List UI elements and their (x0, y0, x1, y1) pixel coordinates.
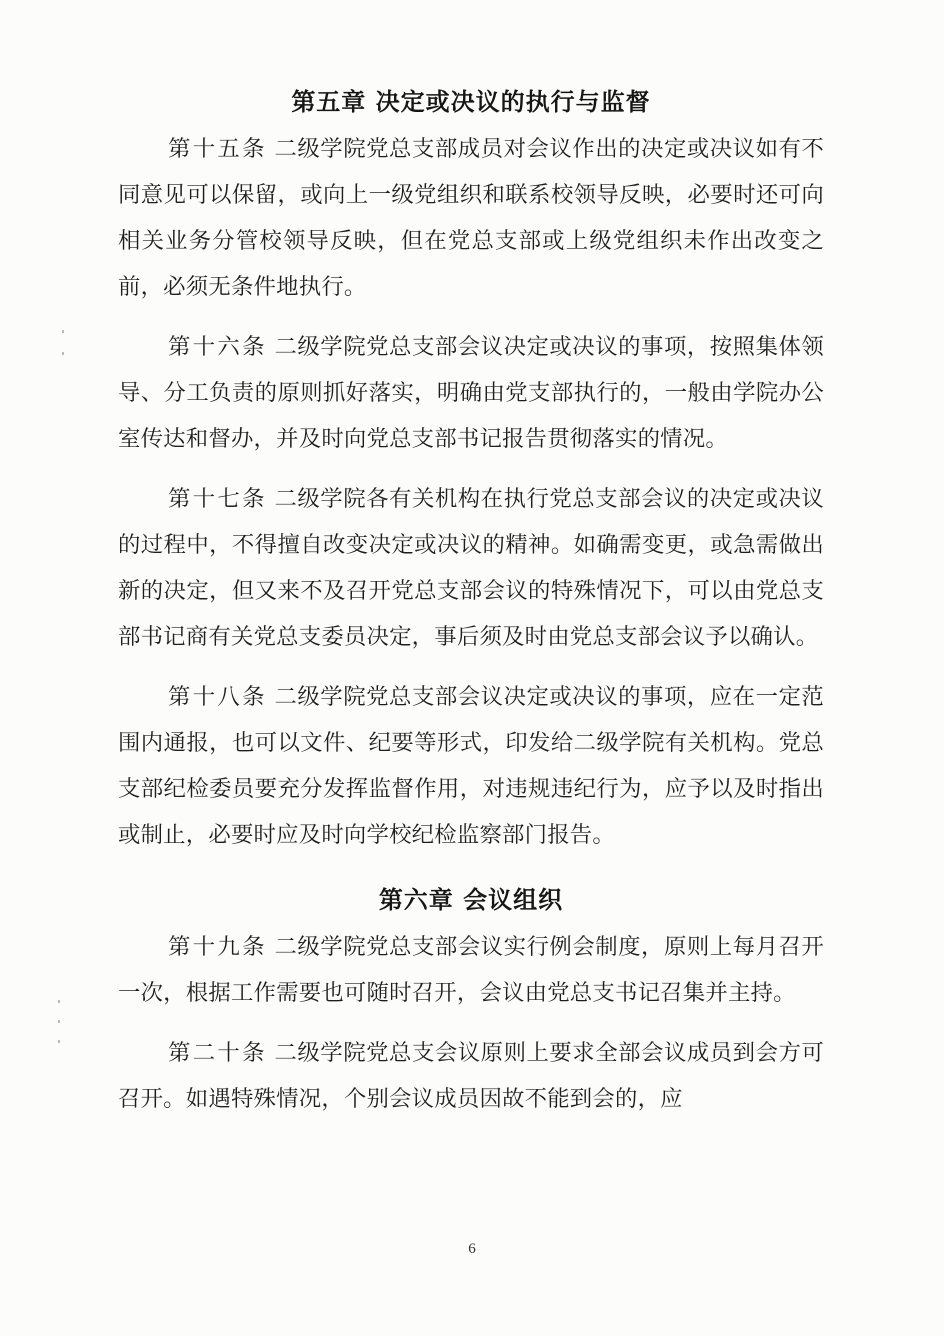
scan-edge-mark (62, 352, 64, 355)
scan-edge-mark (58, 1040, 60, 1043)
scan-edge-mark (62, 330, 64, 333)
document-body (118, 78, 824, 1136)
chapter-6-title: 第六章 会议组织 (378, 886, 564, 914)
chapter-5-title: 第五章 决定或决议的执行与监督 (291, 88, 651, 116)
scan-edge-mark (58, 1020, 60, 1023)
article-17 (118, 476, 824, 660)
scan-edge-mark (58, 1000, 60, 1003)
page-number: 6 (468, 1241, 476, 1257)
article-15-text: 二级学院党总支部成员对会议作出的决定或决议如有不同意见可以保留，或向上一级党组织和联系校领导反映，必要时还可向相关业务分管校领导反映，但在党总支部或上级党组织未作出改变之前，必须无条件地执行。 (118, 136, 824, 300)
article-20-text: 二级学院党总支会议原则上要求全部会议成员到会方可召开。如遇特殊情况，个别会议成员因故不能到会的，应 (118, 1040, 824, 1112)
article-18-text: 二级学院党总支部会议决定或决议的事项，应在一定范围内通报，也可以文件、纪要等形式，印发给二级学院有关机构。党总支部纪检委员要充分发挥监督作用，对违规违纪行为，应予以及时指出或制止，必要时应及时向学校纪检监察部门报告。 (118, 684, 824, 848)
article-19-text: 二级学院党总支部会议实行例会制度，原则上每月召开一次，根据工作需要也可随时召开，会议由党总支书记召集并主持。 (118, 934, 824, 1006)
article-18-heading: 第十八条 (168, 684, 267, 710)
article-20 (118, 1030, 824, 1122)
article-18 (118, 674, 824, 858)
article-20-heading: 第二十条 (168, 1040, 267, 1066)
article-17-heading: 第十七条 (168, 486, 267, 512)
article-15 (118, 126, 824, 310)
article-19 (118, 924, 824, 1016)
article-16 (118, 324, 824, 462)
article-17-text: 二级学院各有关机构在执行党总支部会议的决定或决议的过程中，不得擅自改变决定或决议的精神。如确需变更，或急需做出新的决定，但又来不及召开党总支部会议的特殊情况下，可以由党总支部书记商有关党总支委员决定，事后须及时由党总支部会议予以确认。 (118, 486, 824, 650)
article-19-heading: 第十九条 (168, 934, 267, 960)
article-16-heading: 第十六条 (168, 334, 267, 360)
article-16-text: 二级学院党总支部会议决定或决议的事项，按照集体领导、分工负责的原则抓好落实，明确由党支部执行的，一般由学院办公室传达和督办，并及时向党总支部书记报告贯彻落实的情况。 (118, 334, 824, 452)
article-15-heading: 第十五条 (168, 136, 267, 162)
